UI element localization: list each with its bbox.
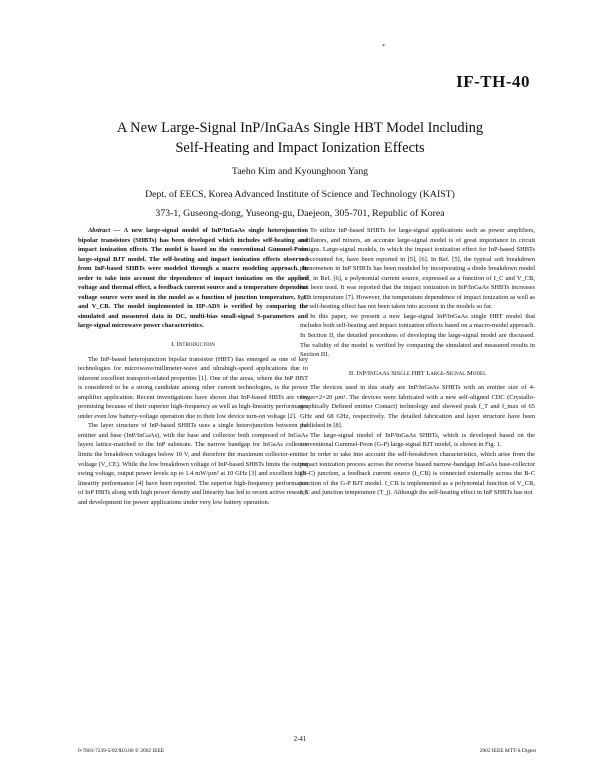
- intro-paragraph-4: In this paper, we present a new large-signal InP/InGaAs single HBT model that includes both self-heating and impact ionization effects based on a macro-model approach. In Section II, the detailed procedures of developing the large-signal model are discussed. The validity of the model is verified by comparing the simulated and measured results in Section III.: [300, 312, 535, 359]
- page-number: 2-41: [293, 735, 307, 743]
- abstract-text: — A new large-signal model of InP/InGaAs single heterojunction bipolar transistors (SHBTs) has been developed which includes self-heating and impact ionization effects. The model is based on the conventional Gummel-Poon large-signal BJT model. The self-heating and impact ionization effects observed from InP-based SHBTs were modeled through a macro modeling approach. In order to take into account the dependence of impact ionization on the applied voltage and thermal effect, a feedback current source and a temperature dependent voltage source were used in the model as a function of junction temperature, I_C and V_CB. The model implemented in HP-ADS is verified by comparing the simulated and measured data in DC, multi-bias small-signal S-parameters and large-signal microwave power characteristics.: [78, 227, 308, 330]
- section-1-heading: I. Introduction: [171, 341, 215, 349]
- right-column: [300, 226, 535, 498]
- model-paragraph-2: The large-signal model of InP/InGaAs SHBTs, which is developed based on the conventional Gummel-Poon (G-P) large-signal BJT model, is shown in Fig. 1.: [300, 431, 535, 449]
- left-column: [78, 226, 308, 507]
- title-line-2: Self-Heating and Impact Ionization Effects: [175, 140, 425, 156]
- model-paragraph-3: In order to take into account the self-breakdown characteristics, which arise from the impact ionization process across the reverse biased narrow-bandgap InGaAs base-collector (B-C) junction, a feedback current source (I_CB) is connected externally across the B-C junction of the G-P BJT model. I_CB is implemented as a polynomial function of V_CB, I_C and junction temperature (T_j). Although the self-heating effect in InP SHBTs has not: [300, 451, 535, 497]
- affiliation: [60, 185, 540, 223]
- title-line-1: A New Large-Signal InP/InGaAs Single HBT Model Including: [116, 120, 484, 136]
- affiliation-line-2: 373-1, Guseong-dong, Yuseong-gu, Daejeon, 305-701, Republic of Korea: [155, 208, 445, 219]
- intro-paragraph-3: To utilize InP-based SHBTs for large-signal applications such as power amplifiers, oscillators, and mixers, an accurate large-signal model is of great importance in circuit designs. Large-signal models, in which the impact ionization effect for InP-based SHBTs is accounted for, have been reported in [5], [6]. In Ref. [5], the typical soft breakdown phenomenon in InP SHBTs has been modeled by incorporating a diode breakdown model and, in Ref. [6], a polynomial current source, expressed as a function of I_C and V_CB, has been used. It was reported that the impact ionization in InP/InGaAs SHBTs increases with temperature [7]. However, the temperature dependence of impact ionization as well as the self-heating effect has not been taken into account in the models so far.: [300, 227, 535, 311]
- paper-title: [60, 118, 540, 158]
- affiliation-line-1: Dept. of EECS, Korea Advanced Institute of Science and Technology (KAIST): [145, 189, 455, 200]
- intro-paragraph-2: The layer structure of InP-based SHBTs uses a single heterojunction between the emitter and base (InP/InGaAs), with the base and collector both composed of InGaAs layers lattice-matched to the InP substrate. The narrow bandgap for InGaAs collector limits the breakdown voltages below 10 V, and therefore the maximum collector-emitter voltage (V_CE). While the low breakdown voltage of InP-based SHBTs limits the output swing voltage, output power levels up to 1.4 mW/µm² at 10 GHz [3] and excellent high-linearity performance [4] have been reported. The superior high-frequency performance of InP HBTs along with high power density and linearity has led to recent active research and development for power applications under very low battery operation.: [78, 422, 308, 506]
- intro-paragraph-1: The InP-based heterojunction bipolar transistor (HBT) has emerged as one of key technologies for microwave/millimeter-wave and ultrahigh-speed applications due to inherent excellent transport-related properties [1]. One of the areas, where the InP HBT is considered to be a strong candidate among other current technologies, is the power amplifier application. Recent investigations have shown that InP-based HBTs are very promising because of their superior high-frequency as well as high-linearity performance under even low battery-voltage operation due to their low device turn-on voltage [2].: [78, 355, 308, 420]
- abstract-label: Abstract: [88, 227, 111, 234]
- section-2-heading: II. InP/InGaAs Single HBT Large-Signal Model: [348, 369, 487, 377]
- paper-id: IF-TH-40: [456, 72, 530, 91]
- stray-mark: *: [382, 44, 385, 50]
- abstract: [78, 226, 308, 331]
- authors: Taeho Kim and Kyounghoon Yang: [231, 166, 369, 177]
- footer-copyright: 0-7803-7239-5/02/$10.00 © 2002 IEEE: [78, 748, 165, 754]
- footer-venue: 2002 IEEE MTT-S Digest: [479, 748, 536, 754]
- model-paragraph-1: The devices used in this study are InP/InGaAs SHBTs with an emitter size of 4-finger×2×20 µm². The devices were fabricated with a new self-aligned CDC (Crystallo-graphically Defined emitter Contact) technology and showed peak f_T and f_max of 65 GHz and 68 GHz, respectively. The detailed fabrication and layer structure have been published in [8].: [300, 384, 535, 430]
